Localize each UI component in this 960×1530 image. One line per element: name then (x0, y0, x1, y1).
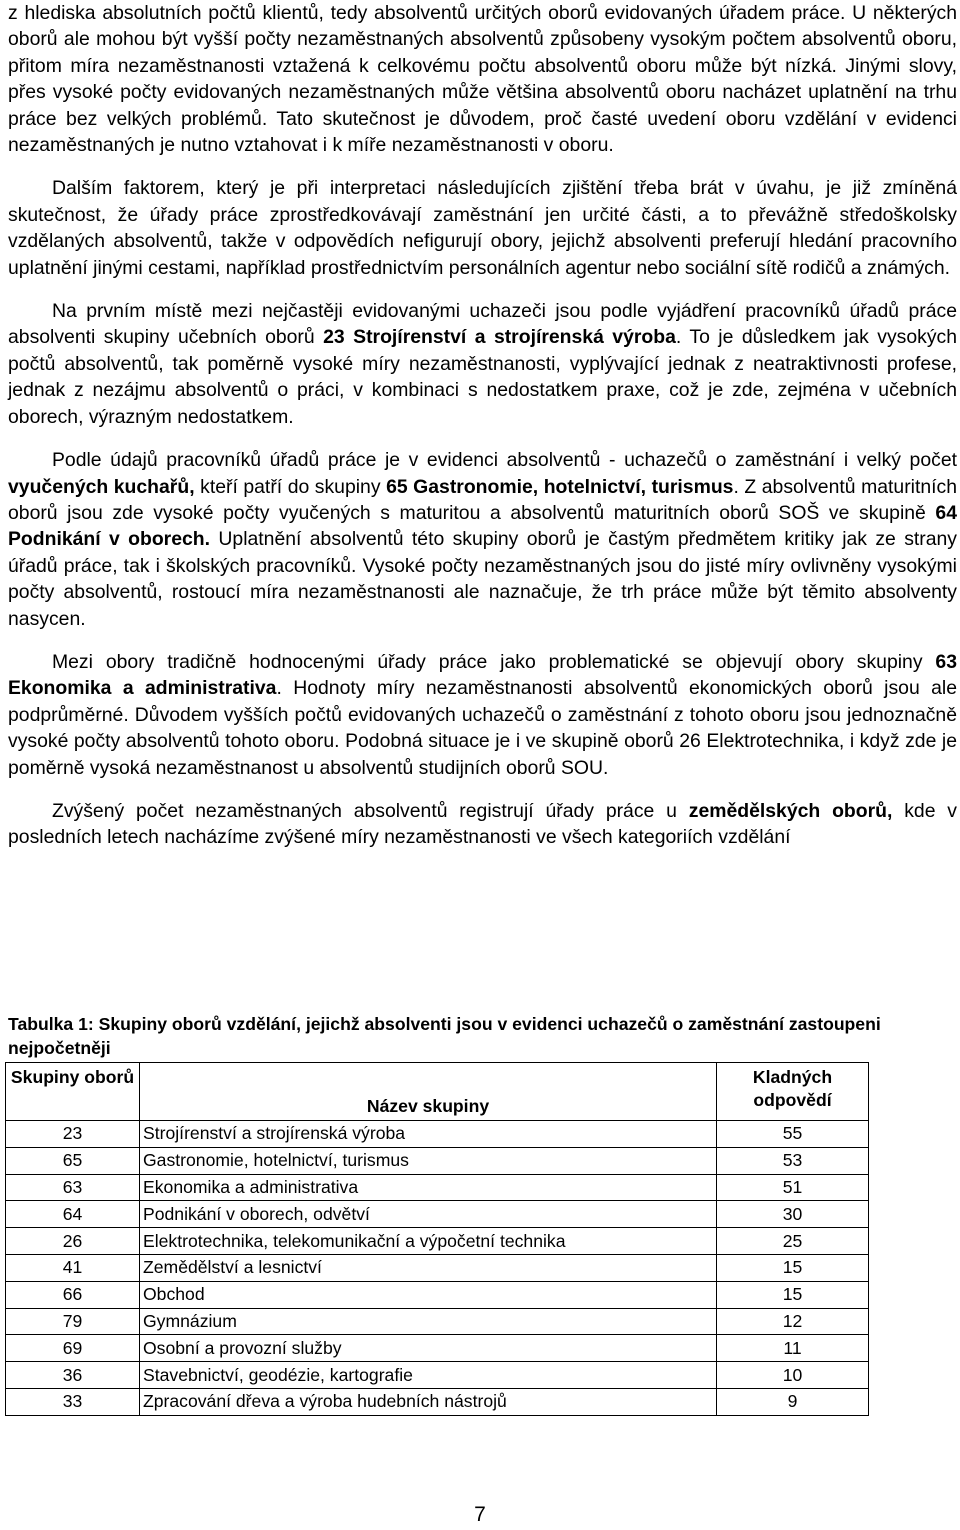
row-count-cell: 10 (717, 1362, 869, 1389)
text-run: Podle údajů pracovníků úřadů práce je v evidenci absolventů - uchazečů o zaměstnání i velký počet (52, 449, 957, 472)
table-header-row (6, 1063, 869, 1121)
row-code-cell: 33 (6, 1388, 140, 1415)
groups-table (5, 1062, 869, 1416)
bold-text: 23 Strojírenství a strojírenská výroba (323, 326, 676, 349)
paragraph-3 (8, 298, 957, 430)
text-run: . Z absolventů maturitních oborů jsou zde vysoké počty vyučených s maturitou a absolventů maturitních oborů SOŠ ve skupině (8, 475, 957, 524)
row-count-cell: 55 (717, 1121, 869, 1148)
paragraph-2 (8, 175, 957, 281)
text-run: kde v posledních letech nacházíme zvýšené míry nezaměstnanosti ve všech kategoriích vzdělání (8, 799, 957, 849)
row-name-cell: Ekonomika a administrativa (140, 1174, 717, 1201)
text-run: . To je důsledkem jak vysokých počtů absolventů, tak poměrně vysoké míry nezaměstnanosti, vyplývající jednak z neatraktivnosti profese, jednak z nezájmu absolventů o práci, v kombinaci s nedostatkem praxe, což je zde, zejména v učebních oborech, výrazným nedostatkem. (8, 326, 958, 428)
row-count-cell: 30 (717, 1201, 869, 1228)
row-name-cell: Stavebnictví, geodézie, kartografie (140, 1362, 717, 1389)
row-name-cell: Osobní a provozní služby (140, 1335, 717, 1362)
bold-text: vyučených kuchařů, (8, 475, 195, 498)
text-run: Mezi obory tradičně hodnocenými úřady práce jako problematické se objevují obory skupiny (52, 650, 936, 673)
row-code-cell: 64 (6, 1201, 140, 1228)
row-name-cell: Obchod (140, 1281, 717, 1308)
row-name-cell: Strojírenství a strojírenská výroba (140, 1121, 717, 1148)
row-name-cell: Elektrotechnika, telekomunikační a výpočetní technika (140, 1228, 717, 1255)
table-row (6, 1147, 869, 1174)
text-run: . Hodnoty míry nezaměstnanosti absolventů ekonomických oborů jsou ale podprůměrné. Důvodem vyšších počtů evidovaných uchazečů o zaměstnání z tohoto oboru jsou jednoznačně vysoké počty absolventů tohoto oboru. Podobná situace je i ve skupině oborů 26 Elektrotechnika, i když zde je poměrně vysoká nezaměstnanost u absolventů studijních oborů SOU. (8, 677, 958, 779)
table-row (6, 1335, 869, 1362)
text-run: Na prvním místě mezi nejčastěji evidovanými uchazeči jsou podle vyjádření pracovníků úřadů práce absolventi skupiny učebních oborů (8, 300, 957, 349)
row-code-cell: 41 (6, 1254, 140, 1281)
row-code-cell: 66 (6, 1281, 140, 1308)
table-row (6, 1388, 869, 1415)
row-name-cell: Zemědělství a lesnictví (140, 1254, 717, 1281)
header-code: Skupiny oborů (6, 1063, 140, 1121)
row-count-cell: 12 (717, 1308, 869, 1335)
row-code-cell: 69 (6, 1335, 140, 1362)
paragraph-6 (8, 798, 957, 851)
table-row (6, 1308, 869, 1335)
bold-text: 64 Podnikání v oborech. (8, 501, 957, 551)
table-row (6, 1201, 869, 1228)
table-row (6, 1362, 869, 1389)
row-name-cell: Gastronomie, hotelnictví, turismus (140, 1147, 717, 1174)
bold-text: 63 Ekonomika a administrativa (8, 650, 957, 700)
text-run: Dalším faktorem, který je při interpretaci následujících zjištění třeba brát v úvahu, je již zmíněná skutečnost, že úřady práce zprostředkovávají zaměstnání jen určité části, a to převážně středoškolsky vzdělaných absolventů, takže v odpovědích nefigurují obory, jejichž absolventi preferují hledání pracovního uplatnění jinými cestami, například prostřednictvím personálních agentur nebo sociální sítě rodičů a známých. (8, 177, 957, 279)
table-caption: Tabulka 1: Skupiny oborů vzdělání, jejichž absolventi jsou v evidenci uchazečů o zaměstnání zastoupeni nejpočetněji (8, 1014, 881, 1058)
header-count: Kladných odpovědí (717, 1063, 869, 1121)
text-run: z hlediska absolutních počtů klientů, tedy absolventů určitých oborů evidovaných úřadem práce. U některých oborů ale mohou být vyšší počty nezaměstnaných absolventů způsobeny vysokým počtem absolventů oboru, přitom míra nezaměstnanosti vztažená k celkovému počtu absolventů oboru může být nízká. Jinými slovy, přes vysoké počty evidovaných nezaměstnaných může většina absolventů oboru nacházet uplatnění na trhu práce bez velkých problémů. Tato skutečnost je důvodem, proč časté uvedení oboru vzdělání v evidenci nezaměstnaných je nutno vztahovat i k míře nezaměstnanosti v oboru. (8, 2, 957, 157)
row-count-cell: 51 (717, 1174, 869, 1201)
table-row (6, 1254, 869, 1281)
paragraph-5 (8, 649, 957, 781)
paragraph-4 (8, 447, 957, 632)
bold-text: zemědělských oborů, (688, 799, 893, 822)
table-body (6, 1121, 869, 1416)
text-run: kteří patří do skupiny (194, 475, 387, 498)
row-name-cell: Gymnázium (140, 1308, 717, 1335)
page-number: 7 (474, 1503, 486, 1526)
table-row (6, 1174, 869, 1201)
row-name-cell: Podnikání v oborech, odvětví (140, 1201, 717, 1228)
header-name: Název skupiny (140, 1063, 717, 1121)
row-code-cell: 65 (6, 1147, 140, 1174)
row-count-cell: 11 (717, 1335, 869, 1362)
table-row (6, 1281, 869, 1308)
row-count-cell: 9 (717, 1388, 869, 1415)
document-body (8, 0, 957, 851)
row-code-cell: 63 (6, 1174, 140, 1201)
row-count-cell: 53 (717, 1147, 869, 1174)
row-code-cell: 79 (6, 1308, 140, 1335)
row-code-cell: 36 (6, 1362, 140, 1389)
row-name-cell: Zpracování dřeva a výroba hudebních nástrojů (140, 1388, 717, 1415)
table-row (6, 1121, 869, 1148)
row-code-cell: 26 (6, 1228, 140, 1255)
text-run: Uplatnění absolventů této skupiny oborů je častým předmětem kritiky jak ze strany úřadů práce, tak i školských pracovníků. Vysoké počty nezaměstnaných jsou do jisté míry ovlivněny vysokými počty absolventů, rostoucí míra nezaměstnanosti ale naznačuje, že trh práce může být těmito absolventy nasycen. (8, 528, 958, 630)
table-row (6, 1228, 869, 1255)
row-count-cell: 25 (717, 1228, 869, 1255)
paragraph-1 (8, 0, 957, 158)
row-code-cell: 23 (6, 1121, 140, 1148)
bold-text: 65 Gastronomie, hotelnictví, turismus (386, 475, 734, 498)
text-run: Zvýšený počet nezaměstnaných absolventů registrují úřady práce u (52, 799, 689, 822)
row-count-cell: 15 (717, 1281, 869, 1308)
row-count-cell: 15 (717, 1254, 869, 1281)
